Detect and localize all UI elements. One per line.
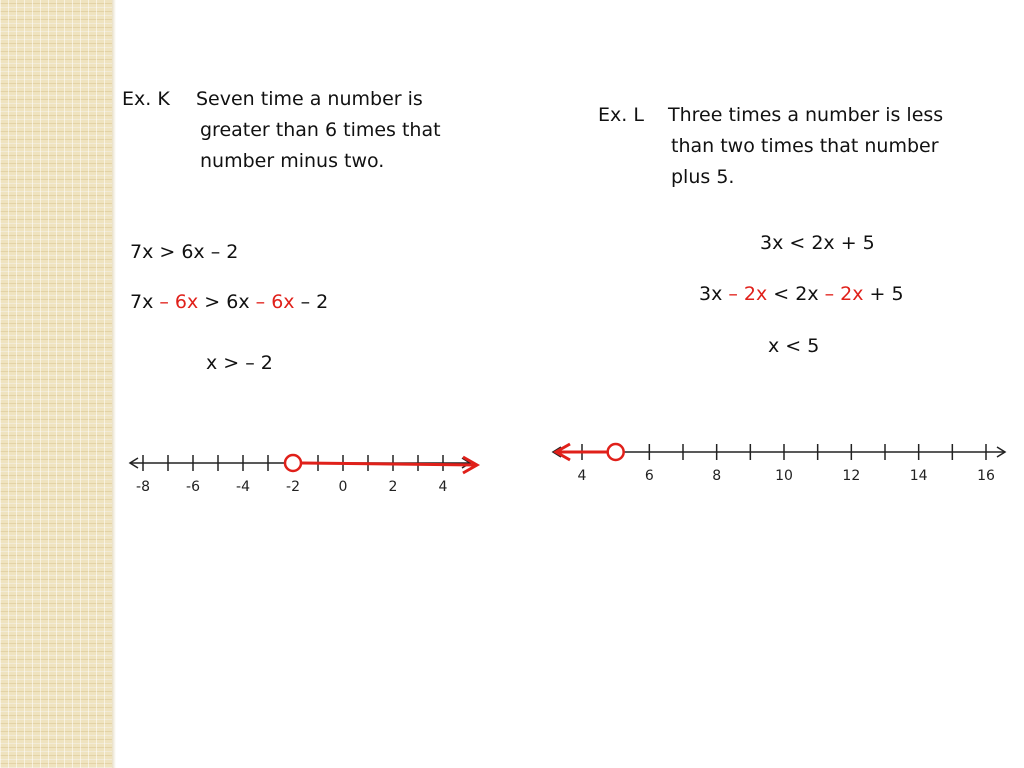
tick-label: 16 xyxy=(977,468,995,484)
open-circle-marker xyxy=(608,444,624,460)
step-2-subtract-term: – 6x xyxy=(153,291,199,313)
open-circle-marker xyxy=(285,455,301,471)
tick-label: 0 xyxy=(338,479,348,495)
tick-label: -6 xyxy=(186,479,200,495)
tick-label: 4 xyxy=(577,468,587,484)
example-l-line-1: Three times a number is less xyxy=(668,104,944,126)
number-line-k xyxy=(125,445,485,505)
example-l-step-1: 3x < 2x + 5 xyxy=(760,232,875,254)
solution-ray xyxy=(302,463,477,465)
step-2-subtract-term: – 6x xyxy=(249,291,295,313)
tick-label: 6 xyxy=(644,468,654,484)
tick-label: -4 xyxy=(236,479,250,495)
example-k-line-1: Seven time a number is xyxy=(196,88,423,110)
step-2-subtract-term: – 2x xyxy=(728,283,768,305)
tick-label: -8 xyxy=(136,479,150,495)
number-line-l xyxy=(550,430,1010,490)
example-k-label: Ex. K xyxy=(122,88,170,110)
step-2-subtract-term: – 2x xyxy=(824,283,864,305)
tick-label: 4 xyxy=(438,479,448,495)
example-l-solution: x < 5 xyxy=(768,335,820,357)
step-2-term: < 2x xyxy=(767,283,825,305)
example-k-line-2: greater than 6 times that xyxy=(200,119,441,141)
step-2-term: 3x xyxy=(699,283,729,305)
example-l-line-2: than two times that number xyxy=(671,135,939,157)
step-2-term: 7x xyxy=(130,291,154,313)
example-k-solution: x > – 2 xyxy=(206,352,273,374)
step-2-term: + 5 xyxy=(863,283,904,305)
decorative-side-panel xyxy=(0,0,112,768)
step-2-term: – 2 xyxy=(294,291,329,313)
side-panel-edge xyxy=(112,0,116,768)
step-2-term: > 6x xyxy=(198,291,250,313)
example-k-step-1: 7x > 6x – 2 xyxy=(130,241,239,263)
tick-label: 12 xyxy=(842,468,861,484)
tick-label: 2 xyxy=(388,479,398,495)
example-l-label: Ex. L xyxy=(598,104,644,126)
example-k-line-3: number minus two. xyxy=(200,150,385,172)
tick-label: 8 xyxy=(712,468,722,484)
example-l-line-3: plus 5. xyxy=(671,166,735,188)
tick-label: 10 xyxy=(775,468,793,484)
tick-label: 14 xyxy=(909,468,928,484)
tick-label: -2 xyxy=(286,479,300,495)
example-l-step-2 xyxy=(699,279,904,310)
example-k-step-2 xyxy=(130,287,328,318)
